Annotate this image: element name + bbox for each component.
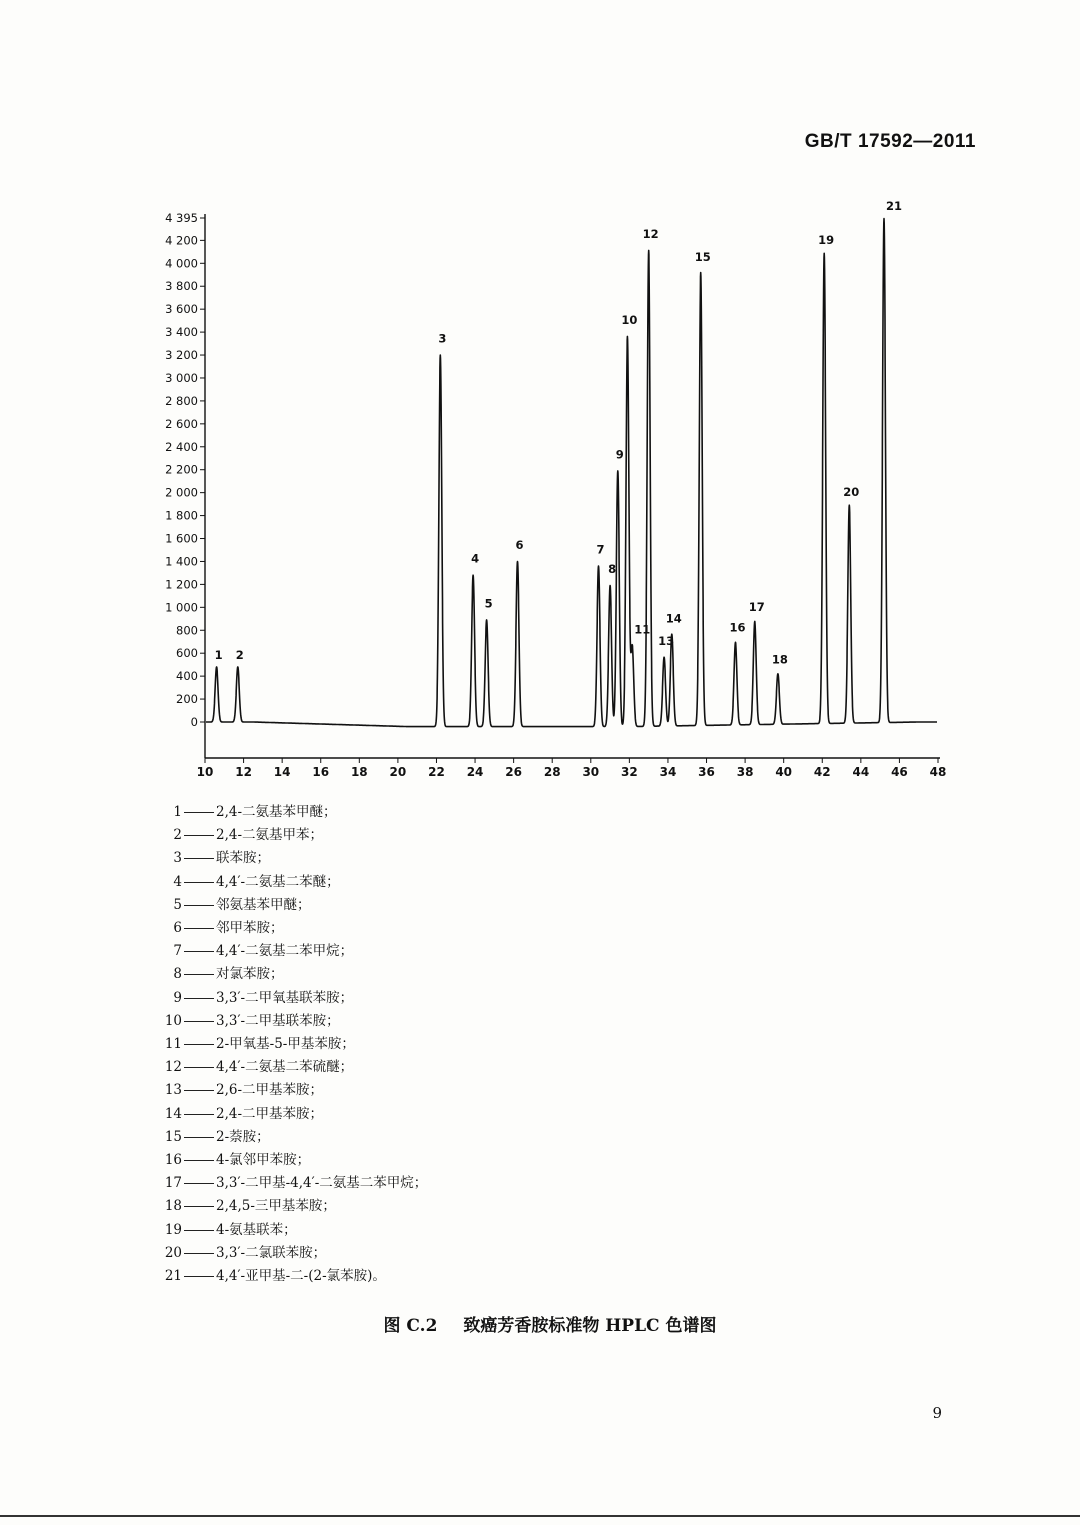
peak-label: 18 xyxy=(771,652,788,667)
legend-compound: 2-萘胺； xyxy=(216,1128,270,1145)
legend-dash xyxy=(184,1114,214,1115)
legend-dash xyxy=(184,1137,214,1138)
peak-label: 13 xyxy=(658,634,675,649)
legend-item xyxy=(162,963,427,986)
legend-compound: 4,4′-二氨基二苯醚； xyxy=(216,873,340,890)
legend-item xyxy=(162,1172,427,1195)
legend-compound: 对氯苯胺； xyxy=(216,966,284,983)
legend-compound: 3,3′-二甲基-4,4′-二氨基二苯甲烷； xyxy=(216,1175,428,1192)
legend-compound: 4,4′-二氨基二苯甲烷； xyxy=(216,943,354,960)
legend-compound: 2,6-二甲基苯胺； xyxy=(216,1082,324,1099)
legend-dash xyxy=(184,1206,214,1207)
standard-number: GB/T 17592—2011 xyxy=(804,131,976,152)
peak-label: 10 xyxy=(621,313,638,328)
y-tick-label: 2 600 xyxy=(165,416,198,431)
x-tick-label: 14 xyxy=(273,765,291,779)
x-tick-label: 32 xyxy=(621,765,638,779)
chart-axes xyxy=(205,214,940,758)
x-tick-label: 38 xyxy=(736,765,754,779)
x-tick-label: 28 xyxy=(543,765,561,779)
x-tick-label: 16 xyxy=(312,765,330,779)
legend-dash xyxy=(184,1183,214,1184)
legend-dash xyxy=(184,882,214,883)
compound-legend xyxy=(162,801,427,1288)
legend-compound: 2,4-二氨基苯甲醚； xyxy=(216,804,337,820)
x-axis-ticks xyxy=(197,758,947,779)
peak-label: 2 xyxy=(235,647,244,662)
peak-label: 15 xyxy=(694,250,711,265)
legend-compound: 3,3′-二甲基联苯胺； xyxy=(216,1012,340,1029)
legend-item xyxy=(162,917,427,940)
peak-label: 8 xyxy=(608,561,617,576)
legend-item xyxy=(162,894,427,917)
figure-number: 图 C.2 xyxy=(383,1316,438,1336)
legend-item xyxy=(162,1103,427,1126)
peak-label: 19 xyxy=(818,232,835,247)
x-tick-label: 44 xyxy=(852,765,870,779)
legend-compound: 2,4-二氨基甲苯； xyxy=(216,827,324,844)
peak-label: 17 xyxy=(748,599,765,614)
legend-item xyxy=(162,1079,427,1102)
page-number: 9 xyxy=(932,1404,942,1422)
legend-dash xyxy=(184,1021,214,1022)
legend-compound: 3,3′-二甲氧基联苯胺； xyxy=(216,989,354,1006)
legend-item xyxy=(162,824,427,847)
legend-item xyxy=(162,1010,427,1033)
y-tick-label: 0 xyxy=(190,715,198,729)
peak-label: 6 xyxy=(515,537,524,552)
legend-dash xyxy=(184,1253,214,1254)
y-tick-label: 2 000 xyxy=(165,485,198,500)
legend-number: 2 xyxy=(173,827,182,844)
legend-dash xyxy=(184,951,214,952)
peak-label: 16 xyxy=(729,620,746,635)
legend-item xyxy=(162,1195,427,1218)
x-tick-label: 24 xyxy=(466,765,484,779)
legend-number: 17 xyxy=(164,1175,182,1192)
legend-number: 7 xyxy=(173,943,182,960)
legend-compound: 2,4,5-三甲基苯胺； xyxy=(216,1198,336,1215)
legend-item xyxy=(162,987,427,1010)
legend-dash xyxy=(184,1067,214,1068)
legend-dash xyxy=(184,1276,214,1277)
legend-number: 10 xyxy=(164,1012,182,1029)
y-tick-label: 2 400 xyxy=(165,439,198,454)
x-tick-label: 42 xyxy=(813,765,831,779)
peak-label: 9 xyxy=(615,447,624,462)
y-tick-label: 4 200 xyxy=(165,233,198,248)
legend-item xyxy=(162,1126,427,1149)
legend-number: 1 xyxy=(173,804,182,820)
legend-dash xyxy=(184,998,214,999)
x-tick-label: 48 xyxy=(929,765,947,779)
y-tick-label: 3 800 xyxy=(165,279,198,294)
legend-dash xyxy=(184,1160,214,1161)
x-tick-label: 10 xyxy=(196,765,214,779)
legend-number: 14 xyxy=(164,1105,182,1122)
y-tick-label: 200 xyxy=(176,692,198,707)
x-tick-label: 20 xyxy=(389,765,407,779)
x-tick-label: 36 xyxy=(698,765,715,779)
legend-compound: 4-氨基联苯； xyxy=(216,1221,297,1238)
y-tick-label: 2 800 xyxy=(165,393,198,408)
legend-number: 21 xyxy=(164,1268,182,1285)
legend-dash xyxy=(184,905,214,906)
legend-dash xyxy=(184,928,214,929)
peak-label: 3 xyxy=(438,331,447,346)
y-tick-label: 400 xyxy=(176,669,198,684)
legend-dash xyxy=(184,974,214,975)
legend-dash xyxy=(184,835,214,836)
legend-number: 5 xyxy=(173,896,182,913)
legend-compound: 2,4-二甲基苯胺； xyxy=(216,1105,324,1122)
legend-number: 6 xyxy=(173,920,182,937)
legend-compound: 4,4′-亚甲基-二-(2-氯苯胺)。 xyxy=(216,1268,386,1285)
x-tick-label: 12 xyxy=(235,765,252,779)
y-tick-label: 1 400 xyxy=(165,554,198,569)
legend-dash xyxy=(184,858,214,859)
peak-label: 1 xyxy=(214,647,223,662)
x-tick-label: 22 xyxy=(428,765,445,779)
legend-dash xyxy=(184,1044,214,1045)
peak-label: 7 xyxy=(596,542,605,557)
y-tick-label: 800 xyxy=(176,623,198,638)
legend-number: 19 xyxy=(164,1221,182,1238)
y-tick-label: 2 200 xyxy=(165,462,198,477)
y-tick-label: 600 xyxy=(176,646,198,661)
peak-label: 21 xyxy=(885,199,902,213)
y-tick-label: 3 400 xyxy=(165,325,198,340)
x-tick-label: 40 xyxy=(775,765,793,779)
peak-label: 14 xyxy=(665,611,682,626)
y-axis-ticks xyxy=(165,211,205,729)
legend-number: 8 xyxy=(173,966,182,983)
legend-item xyxy=(162,871,427,894)
legend-dash xyxy=(184,1230,214,1231)
legend-item xyxy=(162,1242,427,1265)
legend-item xyxy=(162,1265,427,1288)
legend-item xyxy=(162,801,427,824)
legend-number: 4 xyxy=(173,873,182,890)
legend-dash xyxy=(184,1090,214,1091)
y-tick-label: 3 200 xyxy=(165,348,198,363)
chromatogram-trace xyxy=(206,219,937,727)
legend-number: 9 xyxy=(173,989,182,1006)
legend-number: 15 xyxy=(164,1128,182,1145)
peak-labels xyxy=(215,199,902,667)
peak-label: 11 xyxy=(634,622,651,637)
figure-title: 致癌芳香胺标准物 HPLC 色谱图 xyxy=(463,1316,717,1336)
bottom-rule xyxy=(0,1515,1080,1517)
legend-item xyxy=(162,1149,427,1172)
legend-number: 13 xyxy=(164,1082,182,1099)
y-tick-label: 3 000 xyxy=(165,370,198,385)
legend-item xyxy=(162,847,427,870)
legend-number: 11 xyxy=(164,1036,182,1053)
y-tick-label: 1 800 xyxy=(165,508,198,523)
legend-item xyxy=(162,1033,427,1056)
x-tick-label: 34 xyxy=(659,765,677,779)
legend-number: 18 xyxy=(164,1198,182,1215)
x-tick-label: 46 xyxy=(891,765,908,779)
legend-dash xyxy=(184,812,214,813)
figure-caption xyxy=(0,1311,1080,1336)
legend-item xyxy=(162,1056,427,1079)
legend-compound: 4,4′-二氨基二苯硫醚； xyxy=(216,1059,354,1076)
legend-compound: 邻甲苯胺； xyxy=(216,920,284,937)
y-tick-label: 1 000 xyxy=(165,600,198,615)
y-tick-label: 1 600 xyxy=(165,531,198,546)
legend-compound: 2-甲氧基-5-甲基苯胺； xyxy=(216,1036,355,1053)
legend-compound: 邻氨基苯甲醚； xyxy=(216,896,311,913)
y-tick-label: 3 600 xyxy=(165,302,198,317)
peak-label: 12 xyxy=(642,227,659,242)
x-tick-label: 26 xyxy=(505,765,522,779)
legend-number: 12 xyxy=(164,1059,182,1076)
legend-number: 16 xyxy=(164,1152,182,1169)
peak-label: 20 xyxy=(843,485,860,500)
peak-label: 5 xyxy=(484,596,493,611)
legend-number: 20 xyxy=(164,1244,182,1261)
legend-item xyxy=(162,1219,427,1242)
y-tick-label: 1 200 xyxy=(165,577,198,592)
legend-item xyxy=(162,940,427,963)
legend-number: 3 xyxy=(173,850,182,867)
y-tick-label: 4 395 xyxy=(165,211,198,225)
y-tick-label: 4 000 xyxy=(165,256,198,271)
legend-compound: 联苯胺； xyxy=(216,850,270,867)
x-tick-label: 18 xyxy=(350,765,368,779)
legend-compound: 4-氯邻甲苯胺； xyxy=(216,1152,311,1169)
legend-compound: 3,3′-二氯联苯胺； xyxy=(216,1244,327,1261)
x-tick-label: 30 xyxy=(582,765,600,779)
peak-label: 4 xyxy=(471,551,480,566)
